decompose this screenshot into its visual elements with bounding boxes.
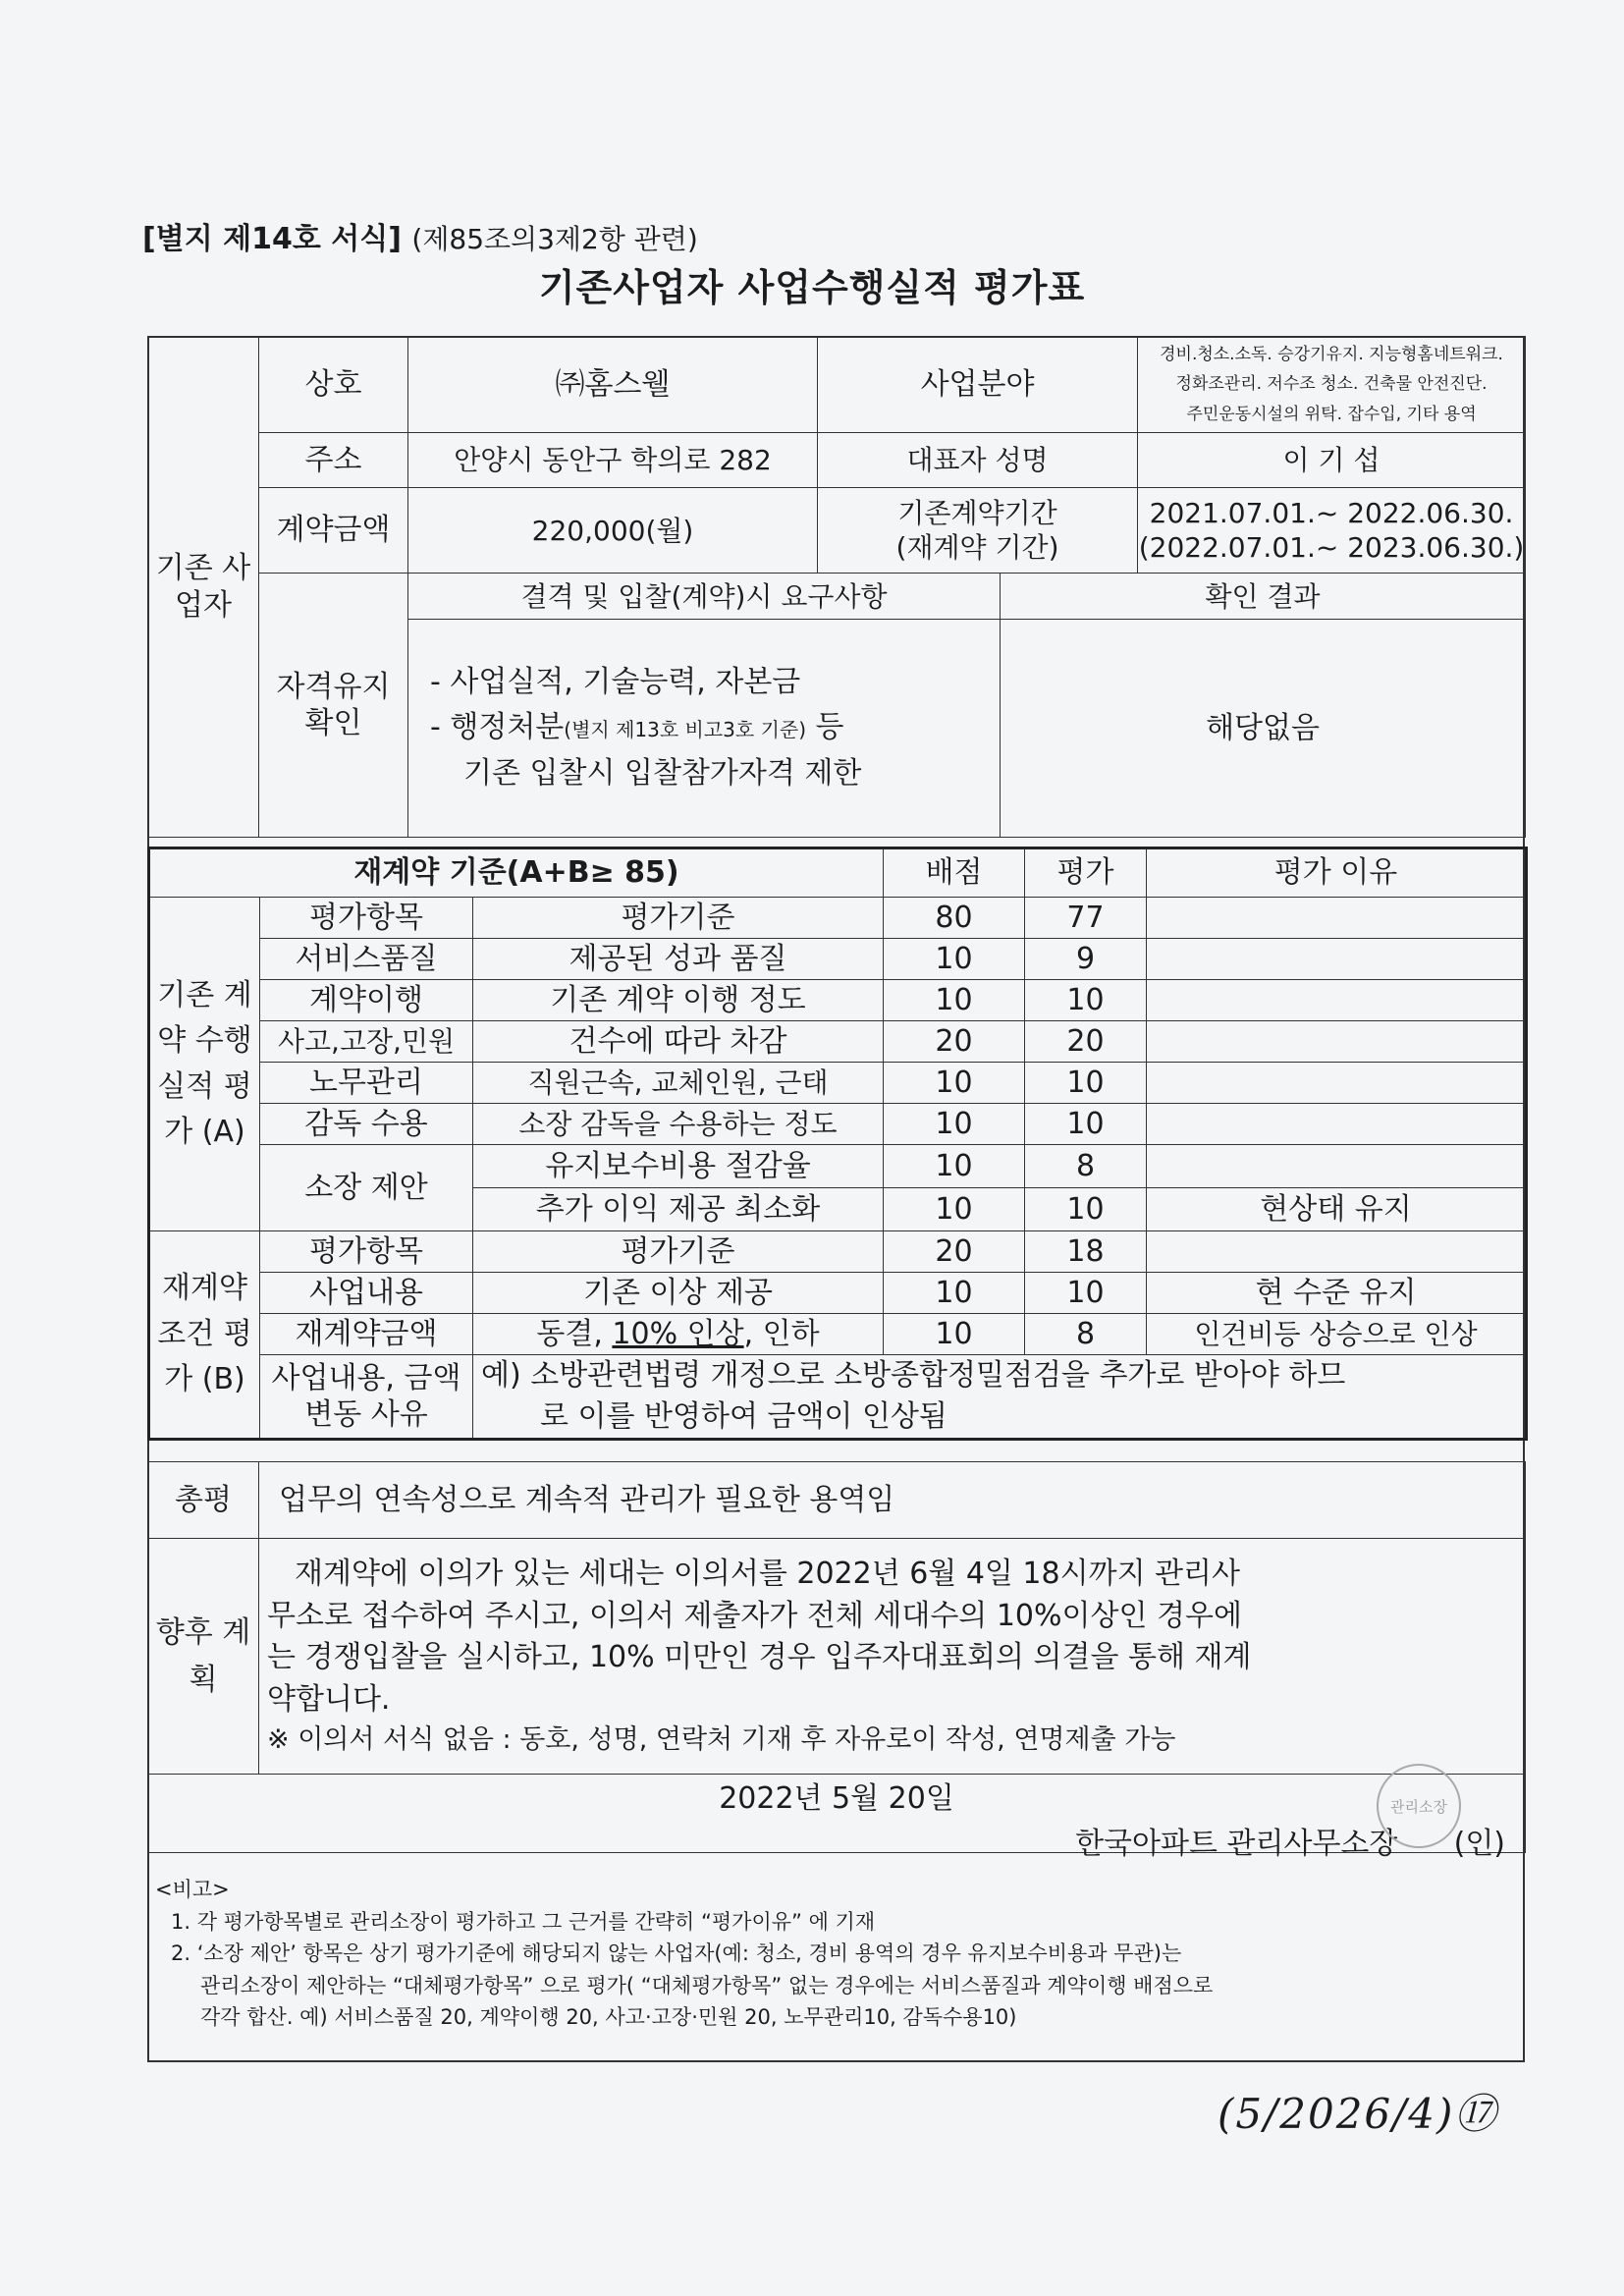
table-row-reason: 현상태 유지 [1147,1188,1527,1231]
section-b-label: 재계약 조건 평가 (B) [149,1231,260,1440]
official-stamp: 관리소장 [1377,1764,1461,1848]
table-row-eval: 77 [1025,898,1147,939]
remarks-line: 각각 합산. 예) 서비스품질 20, 계약이행 20, 사고·고장·민원 20, 노무관리10, 감독수용10) [200,2005,1017,2030]
seal-mark: (인) [1453,1827,1505,1861]
address-value: 안양시 동안구 학의로 282 [408,433,818,488]
amount-value: 220,000(월) [408,488,818,574]
table-row-criteria: 기존 계약 이행 정도 [473,980,884,1021]
section-existing-business: 기존 사업자 [148,337,259,838]
page-title: 기존사업자 사업수행실적 평가표 [538,266,1086,309]
summary-table [147,1461,1526,1861]
form-reference: (제85조의3제2항 관련) [411,223,698,255]
table-row-score: 10 [884,1104,1025,1145]
field-value: 경비.청소.소독. 승강기유지. 지능형홈네트워크. 정화조관리. 저수조 청소. 건축물 안전진단. 주민운동시설의 위탁. 잡수입, 기타 용역 [1138,337,1526,433]
remarks-line: 관리소장이 제안하는 “대체평가항목” 으로 평가( “대체평가항목” 없는 경우에는 서비스품질과 계약이행 배점으로 [200,1973,1214,1997]
table-row-eval: 18 [1025,1231,1147,1273]
address-label: 주소 [259,433,408,488]
table-row-score: 10 [884,980,1025,1021]
table-row-score: 10 [884,1188,1025,1231]
table-row-eval: 10 [1025,980,1147,1021]
eval-column-header: 평가 [1025,848,1147,898]
signature-office: 한국아파트 관리사무소장 (인) [1075,1827,1505,1861]
table-row-reason: 현 수준 유지 [1147,1273,1527,1314]
amount-eval: 8 [1025,1314,1147,1355]
name-value: ㈜홈스웰 [408,337,818,433]
period-label: 기존계약기간 (재계약 기간) [818,488,1138,574]
qualification-requirements: - 사업실적, 기술능력, 자본금 - 행정처분(별지 제13호 비고3호 기준) 등 기존 입찰시 입찰참가자격 제한 [408,620,1001,838]
table-row-score: 20 [884,1021,1025,1063]
table-row-item: 평가항목 [260,1231,473,1273]
table-row-eval: 10 [1025,1104,1147,1145]
reason-column-header: 평가 이유 [1147,848,1527,898]
table-row-score: 80 [884,898,1025,939]
qualification-result-header: 확인 결과 [1001,574,1526,620]
rep-label: 대표자 성명 [818,433,1138,488]
remarks-line: 2. ‘소장 제안’ 항목은 상기 평가기준에 해당되지 않는 사업자(예: 청소, 경비 용역의 경우 유지보수비용과 무관)는 [171,1941,1182,1966]
table-row-reason [1147,1104,1527,1145]
table-row-item: 서비스품질 [260,939,473,980]
business-info-table [147,336,1526,838]
amount-label: 계약금액 [259,488,408,574]
plan-label: 향후 계획 [148,1539,259,1775]
qualification-label: 자격유지 확인 [259,574,408,838]
remarks-header: <비고> [155,1878,230,1901]
table-row-reason [1147,1231,1527,1273]
plan-text: 재계약에 이의가 있는 세대는 이의서를 2022년 6월 4일 18시까지 관리사 무소로 접수하여 주시고, 이의서 제출자가 전체 세대수의 10%이상인 경우에 는 경쟁입찰을 실시하고, 10% 미만인 경우 입주자대표회의 의결을 통해 재계 약합니다. ※ 이의서 서식 없음 : 동호, 성명, 연락처 기재 후 자유로이 작성, 연명제출 가능 [259,1539,1526,1775]
rep-value: 이 기 섭 [1138,433,1526,488]
remarks-line: 1. 각 평가항목별로 관리소장이 평가하고 그 근거를 간략히 “평가이유” 에 기재 [171,1909,876,1934]
table-row-score: 20 [884,1231,1025,1273]
table-row-criteria: 추가 이익 제공 최소화 [473,1188,884,1231]
table-row-reason [1147,980,1527,1021]
table-row-eval: 10 [1025,1063,1147,1104]
table-row-criteria: 건수에 따라 차감 [473,1021,884,1063]
signature-block [148,1775,1526,1861]
score-column-header: 배점 [884,848,1025,898]
table-row-item: 감독 수용 [260,1104,473,1145]
form-number-line [142,214,698,257]
table-row-score: 10 [884,1063,1025,1104]
table-row-score: 10 [884,1145,1025,1188]
table-row-criteria: 소장 감독을 수용하는 정도 [473,1104,884,1145]
plan-note: ※ 이의서 서식 없음 : 동호, 성명, 연락처 기재 후 자유로이 작성, 연명제출 가능 [267,1723,1176,1755]
table-row-item: 계약이행 [260,980,473,1021]
criteria-header: 재계약 기준(A+B≥ 85) [149,848,884,898]
summary-text: 업무의 연속성으로 계속적 관리가 필요한 용역임 [259,1462,1526,1539]
table-row-reason [1147,1145,1527,1188]
section-a-label: 기존 계약 수행 실적 평가 (A) [149,898,260,1231]
table-row-reason [1147,898,1527,939]
proposal-item: 소장 제안 [260,1145,473,1231]
remarks [155,1874,1525,2034]
form-number: [별지 제14호 서식] [142,222,402,256]
evaluation-table [147,847,1528,1441]
table-row-item: 사고,고장,민원 [260,1021,473,1063]
amount-criteria: 동결, 10% 인상, 인하 [473,1314,884,1355]
field-label: 사업분야 [818,337,1138,433]
amount-score: 10 [884,1314,1025,1355]
change-reason-label: 사업내용, 금액 변동 사유 [260,1355,473,1440]
table-row-criteria: 유지보수비용 절감율 [473,1145,884,1188]
table-row-item: 사업내용 [260,1273,473,1314]
qualification-result: 해당없음 [1001,620,1526,838]
amount-item: 재계약금액 [260,1314,473,1355]
table-row-eval: 9 [1025,939,1147,980]
table-row-reason [1147,939,1527,980]
handwritten-annotation: (5/2026/4)⑰ [1218,2090,1498,2138]
table-row-criteria: 직원근속, 교체인원, 근태 [473,1063,884,1104]
table-row-eval: 20 [1025,1021,1147,1063]
signature-date: 2022년 5월 20일 [719,1781,954,1816]
table-row-score: 10 [884,1273,1025,1314]
period-value: 2021.07.01.~ 2022.06.30. (2022.07.01.~ 2023.06.30.) [1138,488,1526,574]
change-reason-text: 예) 소방관련법령 개정으로 소방종합정밀점검을 추가로 받아야 하므 로 이를 반영하여 금액이 인상됨 [473,1355,1527,1440]
name-label: 상호 [259,337,408,433]
table-row-criteria: 기존 이상 제공 [473,1273,884,1314]
table-row-criteria: 평가기준 [473,1231,884,1273]
qualification-requirements-header: 결격 및 입찰(계약)시 요구사항 [408,574,1001,620]
table-row-reason [1147,1063,1527,1104]
amount-reason: 인건비등 상승으로 인상 [1147,1314,1527,1355]
table-row-eval: 10 [1025,1188,1147,1231]
table-row-criteria: 평가기준 [473,898,884,939]
summary-label: 총평 [148,1462,259,1539]
table-row-reason [1147,1021,1527,1063]
table-row-criteria: 제공된 성과 품질 [473,939,884,980]
table-row-item: 노무관리 [260,1063,473,1104]
table-row-score: 10 [884,939,1025,980]
table-row-eval: 8 [1025,1145,1147,1188]
table-row-eval: 10 [1025,1273,1147,1314]
table-row-item: 평가항목 [260,898,473,939]
